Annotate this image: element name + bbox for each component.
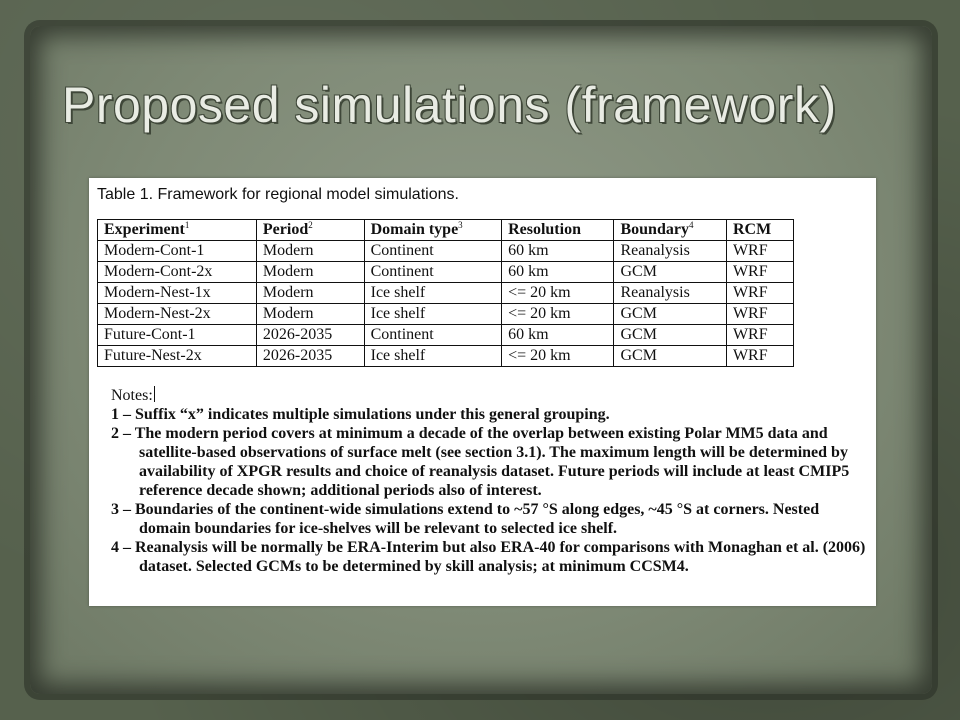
table-cell: Future-Nest-2x (98, 346, 257, 367)
table-cell: 60 km (502, 262, 614, 283)
table-caption: Table 1. Framework for regional model simulations. (97, 186, 459, 203)
table-cell: Continent (364, 325, 501, 346)
table-row (98, 304, 794, 325)
table-row (98, 283, 794, 304)
table-cell: WRF (726, 325, 793, 346)
header-resolution: Resolution (502, 220, 614, 241)
header-period: Period$^2$ (256, 220, 364, 241)
table-cell: <= 20 km (502, 283, 614, 304)
table-cell: 2026-2035 (256, 325, 364, 346)
note-1: 1 – Suffix “x” indicates multiple simulations under this general grouping. (111, 406, 610, 423)
table-cell: GCM (614, 262, 726, 283)
table-cell: WRF (726, 304, 793, 325)
note-2: 2 – The modern period covers at minimum a decade of the overlap between existing Polar MM5 data and satellite-based observations of surface melt (see section 3.1). The maximum length will be determined by availability of XPGR results and choice of reanalysis dataset. Future periods will include at least CMIP5 reference decade shown; additional periods also of interest. (111, 425, 850, 499)
table-cell: GCM (614, 304, 726, 325)
table-cell: Reanalysis (614, 241, 726, 262)
table-row (98, 325, 794, 346)
table-cell: Modern (256, 283, 364, 304)
header-domain-type: Domain type$^3$ (364, 220, 501, 241)
table-cell: Ice shelf (364, 283, 501, 304)
table-cell: Ice shelf (364, 304, 501, 325)
table-cell: Future-Cont-1 (98, 325, 257, 346)
table-cell: GCM (614, 346, 726, 367)
header-boundary: Boundary$^4$ (614, 220, 726, 241)
simulation-table (97, 219, 794, 367)
table-row (98, 241, 794, 262)
slide-title: Proposed simulations (framework) (62, 77, 837, 133)
table-cell: <= 20 km (502, 304, 614, 325)
notes-heading: Notes: (111, 387, 153, 404)
table-cell: Modern-Nest-2x (98, 304, 257, 325)
table-row (98, 262, 794, 283)
table-cell: Continent (364, 241, 501, 262)
table-cell: GCM (614, 325, 726, 346)
note-4: 4 – Reanalysis will be normally be ERA-Interim but also ERA-40 for comparisons with Monaghan et al. (2006) dataset. Selected GCMs to be determined by skill analysis; at minimum CCSM4. (111, 539, 866, 575)
table-cell: WRF (726, 283, 793, 304)
header-experiment: Experiment$^1$ (98, 220, 257, 241)
notes-section (111, 386, 871, 576)
table-cell: Modern-Cont-1 (98, 241, 257, 262)
table-cell: <= 20 km (502, 346, 614, 367)
table-cell: 60 km (502, 325, 614, 346)
note-3: 3 – Boundaries of the continent-wide simulations extend to ~57 °S along edges, ~45 °S at corners. Nested domain boundaries for ice-shelves will be relevant to selected ice shelf. (111, 501, 820, 537)
table-cell: 60 km (502, 241, 614, 262)
table-cell: Modern (256, 304, 364, 325)
table-cell: Modern-Cont-2x (98, 262, 257, 283)
table-cell: Modern-Nest-1x (98, 283, 257, 304)
table-cell: Ice shelf (364, 346, 501, 367)
text-cursor (154, 386, 155, 402)
table-cell: Continent (364, 262, 501, 283)
table-cell: Modern (256, 262, 364, 283)
table-cell: Modern (256, 241, 364, 262)
table-cell: 2026-2035 (256, 346, 364, 367)
table-cell: Reanalysis (614, 283, 726, 304)
table-row (98, 346, 794, 367)
table-cell: WRF (726, 262, 793, 283)
header-rcm: RCM (726, 220, 793, 241)
document-image (89, 178, 876, 606)
table-cell: WRF (726, 346, 793, 367)
table-cell: WRF (726, 241, 793, 262)
table-header-row (98, 220, 794, 241)
